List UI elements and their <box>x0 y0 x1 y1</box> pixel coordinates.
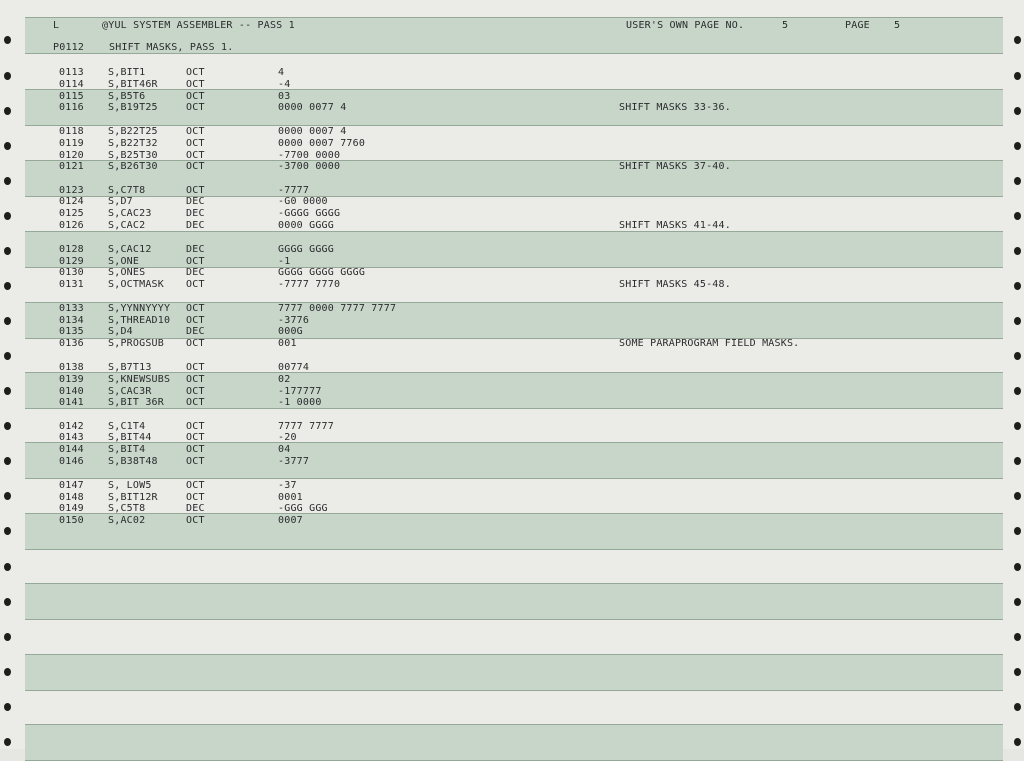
line-number: 0144 <box>59 444 84 455</box>
green-bar <box>25 654 1003 691</box>
tractor-hole <box>1014 212 1021 220</box>
tractor-hole <box>4 492 11 500</box>
tractor-hole <box>1014 598 1021 606</box>
operand: -3776 <box>278 315 310 326</box>
tractor-hole <box>4 212 11 220</box>
opcode: OCT <box>186 67 205 78</box>
operand: 02 <box>278 374 291 385</box>
opcode: DEC <box>186 267 205 278</box>
symbol-label: S,CAC23 <box>108 208 152 219</box>
tractor-hole <box>1014 72 1021 80</box>
opcode: DEC <box>186 326 205 337</box>
operand: -7700 0000 <box>278 150 341 161</box>
green-bar <box>25 583 1003 620</box>
tractor-hole <box>4 36 11 44</box>
operand: -GGGG GGGG <box>278 208 341 219</box>
operand: -37 <box>278 480 297 491</box>
line-number: 0134 <box>59 315 84 326</box>
operand: -4 <box>278 79 291 90</box>
opcode: OCT <box>186 386 205 397</box>
symbol-label: S,YYNNYYYY <box>108 303 171 314</box>
line-number: 0129 <box>59 256 84 267</box>
opcode: OCT <box>186 456 205 467</box>
symbol-label: S,B38T48 <box>108 456 158 467</box>
line-number: 0119 <box>59 138 84 149</box>
operand: -7777 7770 <box>278 279 341 290</box>
symbol-label: S,B5T6 <box>108 91 146 102</box>
users-page-number: 5 <box>782 20 789 31</box>
line-number: 0150 <box>59 515 84 526</box>
opcode: OCT <box>186 102 205 113</box>
green-bar <box>25 724 1003 761</box>
symbol-label: S,AC02 <box>108 515 146 526</box>
tractor-hole <box>1014 492 1021 500</box>
tractor-hole <box>4 633 11 641</box>
line-number: 0125 <box>59 208 84 219</box>
operand: -1 <box>278 256 291 267</box>
green-bar <box>25 231 1003 268</box>
operand: -1 0000 <box>278 397 322 408</box>
symbol-label: S,B25T30 <box>108 150 158 161</box>
tractor-hole <box>4 527 11 535</box>
tractor-hole <box>1014 247 1021 255</box>
line-number: 0114 <box>59 79 84 90</box>
tractor-hole <box>1014 107 1021 115</box>
tractor-hole <box>1014 563 1021 571</box>
line-number: 0141 <box>59 397 84 408</box>
symbol-label: S,C5T8 <box>108 503 146 514</box>
tractor-hole <box>4 107 11 115</box>
operand: 0000 0077 4 <box>278 102 347 113</box>
header-left-marker: L <box>53 20 60 31</box>
operand: -177777 <box>278 386 322 397</box>
symbol-label: S,PROGSUB <box>108 338 164 349</box>
tractor-hole <box>4 317 11 325</box>
tractor-hole <box>4 457 11 465</box>
section-title: SHIFT MASKS, PASS 1. <box>109 42 234 53</box>
opcode: OCT <box>186 480 205 491</box>
opcode: OCT <box>186 492 205 503</box>
opcode: OCT <box>186 161 205 172</box>
operand: -3700 0000 <box>278 161 341 172</box>
line-number: 0118 <box>59 126 84 137</box>
opcode: OCT <box>186 315 205 326</box>
tractor-hole <box>4 352 11 360</box>
operand: -20 <box>278 432 297 443</box>
symbol-label: S,B22T32 <box>108 138 158 149</box>
symbol-label: S,OCTMASK <box>108 279 164 290</box>
opcode: DEC <box>186 208 205 219</box>
operand: 4 <box>278 67 285 78</box>
page-label: PAGE <box>845 20 870 31</box>
line-number: 0133 <box>59 303 84 314</box>
green-bar <box>25 302 1003 339</box>
tractor-hole <box>4 387 11 395</box>
line-number: 0131 <box>59 279 84 290</box>
symbol-label: S,B22T25 <box>108 126 158 137</box>
green-bar <box>25 372 1003 409</box>
comment: SHIFT MASKS 41-44. <box>619 220 731 231</box>
opcode: OCT <box>186 421 205 432</box>
operand: GGGG GGGG GGGG <box>278 267 366 278</box>
green-bar <box>25 160 1003 197</box>
tractor-hole <box>1014 352 1021 360</box>
symbol-label: S,D4 <box>108 326 133 337</box>
operand: 0000 GGGG <box>278 220 334 231</box>
symbol-label: S,B7T13 <box>108 362 152 373</box>
operand: -7777 <box>278 185 310 196</box>
operand: 000G <box>278 326 303 337</box>
operand: 00774 <box>278 362 310 373</box>
line-number: 0120 <box>59 150 84 161</box>
line-number: 0143 <box>59 432 84 443</box>
symbol-label: S,THREAD10 <box>108 315 171 326</box>
line-number: 0123 <box>59 185 84 196</box>
line-number: 0130 <box>59 267 84 278</box>
symbol-label: S,BIT12R <box>108 492 158 503</box>
section-id: P0112 <box>53 42 85 53</box>
symbol-label: S,BIT1 <box>108 67 146 78</box>
operand: 0000 0007 7760 <box>278 138 366 149</box>
opcode: OCT <box>186 91 205 102</box>
comment: SHIFT MASKS 45-48. <box>619 279 731 290</box>
line-number: 0149 <box>59 503 84 514</box>
tractor-hole <box>4 247 11 255</box>
symbol-label: S,ONES <box>108 267 146 278</box>
symbol-label: S,C7T8 <box>108 185 146 196</box>
tractor-hole <box>1014 457 1021 465</box>
line-number: 0135 <box>59 326 84 337</box>
symbol-label: S, LOW5 <box>108 480 152 491</box>
opcode: OCT <box>186 362 205 373</box>
operand: 0007 <box>278 515 303 526</box>
symbol-label: S,B26T30 <box>108 161 158 172</box>
opcode: OCT <box>186 279 205 290</box>
page-number: 5 <box>894 20 901 31</box>
tractor-hole <box>1014 282 1021 290</box>
opcode: OCT <box>186 374 205 385</box>
opcode: OCT <box>186 515 205 526</box>
tractor-hole <box>1014 527 1021 535</box>
operand: 7777 0000 7777 7777 <box>278 303 397 314</box>
tractor-hole <box>4 72 11 80</box>
symbol-label: S,ONE <box>108 256 140 267</box>
tractor-hole <box>4 598 11 606</box>
opcode: OCT <box>186 126 205 137</box>
tractor-hole <box>1014 703 1021 711</box>
tractor-hole <box>4 282 11 290</box>
comment: SOME PARAPROGRAM FIELD MASKS. <box>619 338 800 349</box>
symbol-label: S,BIT46R <box>108 79 158 90</box>
operand: -GGG GGG <box>278 503 328 514</box>
tractor-hole <box>1014 177 1021 185</box>
tractor-hole <box>1014 668 1021 676</box>
symbol-label: S,BIT4 <box>108 444 146 455</box>
opcode: OCT <box>186 79 205 90</box>
tractor-hole <box>1014 738 1021 746</box>
tractor-hole <box>1014 422 1021 430</box>
operand: 04 <box>278 444 291 455</box>
opcode: OCT <box>186 150 205 161</box>
page-title: @YUL SYSTEM ASSEMBLER -- PASS 1 <box>102 20 295 31</box>
opcode: OCT <box>186 432 205 443</box>
tractor-hole <box>1014 142 1021 150</box>
operand: 7777 7777 <box>278 421 334 432</box>
symbol-label: S,CAC2 <box>108 220 146 231</box>
tractor-hole <box>4 422 11 430</box>
line-number: 0148 <box>59 492 84 503</box>
line-number: 0142 <box>59 421 84 432</box>
opcode: OCT <box>186 256 205 267</box>
tractor-hole <box>4 738 11 746</box>
users-page-label: USER'S OWN PAGE NO. <box>626 20 745 31</box>
line-number: 0146 <box>59 456 84 467</box>
line-number: 0140 <box>59 386 84 397</box>
tractor-hole <box>1014 633 1021 641</box>
operand: GGGG GGGG <box>278 244 334 255</box>
line-number: 0147 <box>59 480 84 491</box>
line-number: 0128 <box>59 244 84 255</box>
line-number: 0115 <box>59 91 84 102</box>
tractor-hole <box>4 563 11 571</box>
opcode: OCT <box>186 397 205 408</box>
opcode: OCT <box>186 138 205 149</box>
tractor-hole <box>1014 387 1021 395</box>
line-number: 0138 <box>59 362 84 373</box>
line-number: 0113 <box>59 67 84 78</box>
tractor-hole <box>4 177 11 185</box>
opcode: DEC <box>186 244 205 255</box>
symbol-label: S,B19T25 <box>108 102 158 113</box>
line-number: 0139 <box>59 374 84 385</box>
tractor-hole <box>4 668 11 676</box>
opcode: DEC <box>186 220 205 231</box>
symbol-label: S,CAC3R <box>108 386 152 397</box>
tractor-hole <box>4 142 11 150</box>
opcode: DEC <box>186 503 205 514</box>
comment: SHIFT MASKS 37-40. <box>619 161 731 172</box>
tractor-hole <box>1014 317 1021 325</box>
line-number: 0121 <box>59 161 84 172</box>
line-number: 0136 <box>59 338 84 349</box>
opcode: OCT <box>186 444 205 455</box>
symbol-label: S,BIT 36R <box>108 397 164 408</box>
opcode: OCT <box>186 185 205 196</box>
operand: -3777 <box>278 456 310 467</box>
line-number: 0116 <box>59 102 84 113</box>
green-bar <box>25 89 1003 126</box>
operand: 03 <box>278 91 291 102</box>
tractor-hole <box>1014 36 1021 44</box>
symbol-label: S,CAC12 <box>108 244 152 255</box>
line-number: 0124 <box>59 196 84 207</box>
operand: 001 <box>278 338 297 349</box>
opcode: DEC <box>186 196 205 207</box>
tractor-hole <box>4 703 11 711</box>
symbol-label: S,C1T4 <box>108 421 146 432</box>
symbol-label: S,KNEWSUBS <box>108 374 171 385</box>
operand: -G0 0000 <box>278 196 328 207</box>
comment: SHIFT MASKS 33-36. <box>619 102 731 113</box>
line-number: 0126 <box>59 220 84 231</box>
opcode: OCT <box>186 303 205 314</box>
opcode: OCT <box>186 338 205 349</box>
green-bar <box>25 442 1003 479</box>
operand: 0000 0007 4 <box>278 126 347 137</box>
green-bar <box>25 513 1003 550</box>
operand: 0001 <box>278 492 303 503</box>
symbol-label: S,D7 <box>108 196 133 207</box>
symbol-label: S,BIT44 <box>108 432 152 443</box>
